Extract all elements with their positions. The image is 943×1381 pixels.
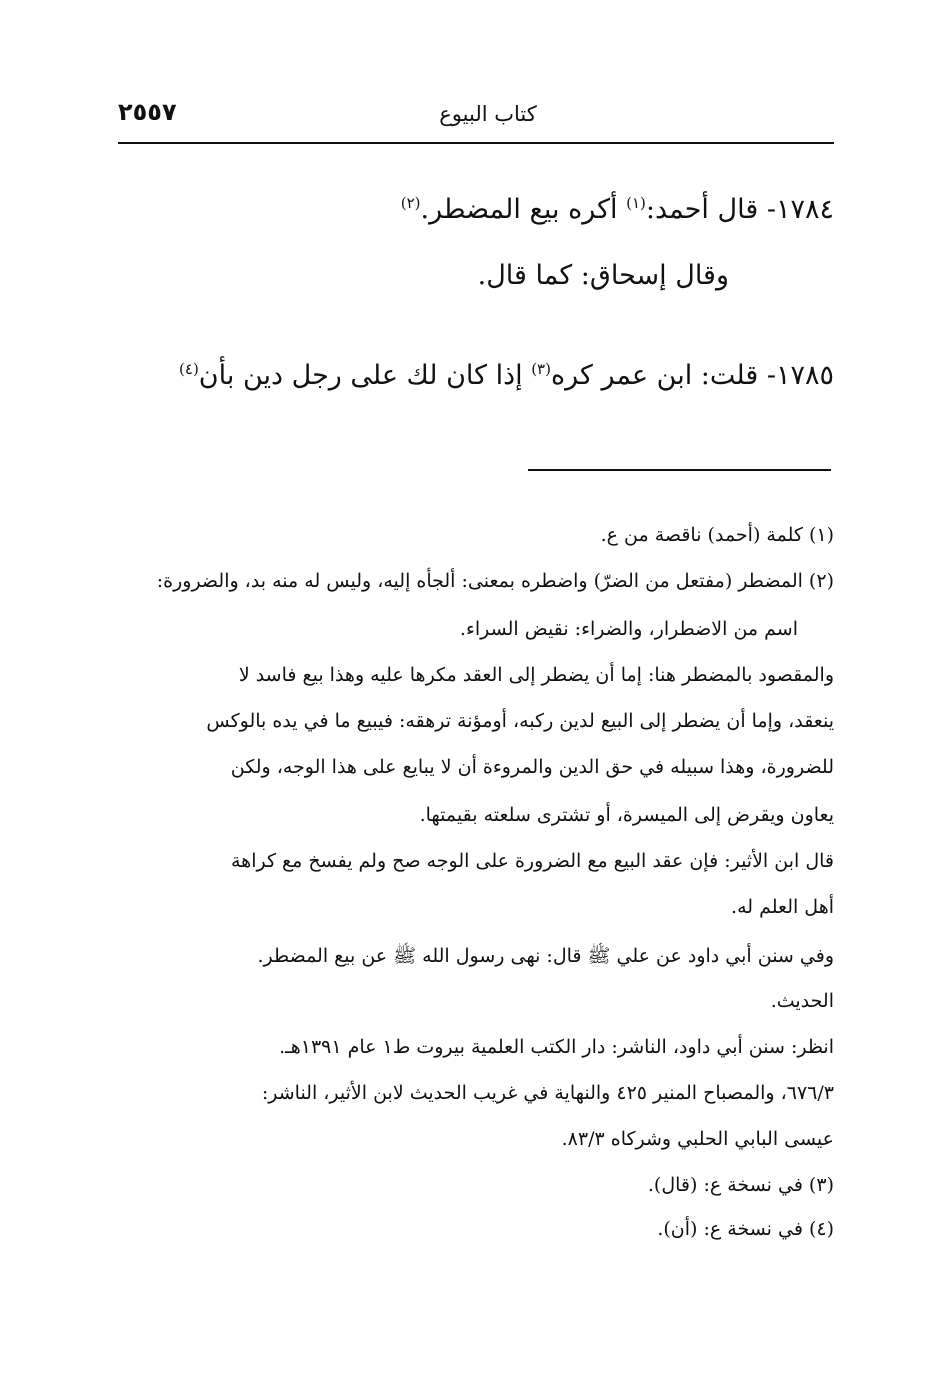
entry-text: قال أحمد: [645,194,759,225]
page-header [118,96,834,140]
footnote-line: وفي سنن أبي داود عن علي ﷺ قال: نهى رسول الله ﷺ عن بيع المضطر. [257,945,834,967]
footnote-line: الحديث. [770,990,834,1012]
entry-number: ١٧٨٥- [766,360,834,391]
footnote-line: ينعقد، وإما أن يضطر إلى البيع لدين ركبه، أومؤنة ترهقه: فيبيع ما في يده بالوكس [206,710,834,732]
footnote-marker: (٢) [400,194,421,212]
footnote-line: والمقصود بالمضطر هنا: إما أن يضطر إلى العقد مكرها عليه وهذا بيع فاسد لا [238,664,834,686]
entry-1784-line-2: وقال إسحاق: كما قال. [477,260,729,291]
footnote-line: انظر: سنن أبي داود، الناشر: دار الكتب العلمية بيروت ط١ عام ١٣٩١هـ. [279,1036,834,1058]
footnote-line: (٤) في نسخة ع: (أن). [657,1218,834,1240]
entry-1785-line-1 [179,360,834,391]
header-rule [118,142,834,144]
footnote-line: يعاون ويقرض إلى الميسرة، أو تشترى سلعته بقيمتها. [419,804,834,826]
footnote-line: (٢) المضطر (مفتعل من الضرّ) واضطره بمعنى: ألجأه إليه، وليس له منه بد، والضرورة: [156,570,834,592]
footnote-line: اسم من الاضطرار، والضراء: نقيض السراء. [459,618,798,640]
entry-text: أكره بيع المضطر. [420,194,627,225]
footnote-line: ٦٧٦/٣، والمصباح المنير ٤٢٥ والنهاية في غريب الحديث لابن الأثير، الناشر: [261,1082,834,1104]
footnote-line: عيسى البابي الحلبي وشركاه ٨٣/٣. [561,1128,834,1150]
entry-text: قلت: ابن عمر كره [550,360,759,391]
footnote-marker: (٤) [179,360,199,378]
footnote-separator [528,469,831,471]
footnote-line: للضرورة، وهذا سبيله في حق الدين والمروءة أن لا يبايع على هذا الوجه، ولكن [230,756,834,778]
footnote-line: (٣) في نسخة ع: (قال). [647,1174,834,1196]
page-number: ٢٥٥٧ [118,98,177,126]
entry-text: إذا كان لك على رجل دين بأن [198,360,532,391]
footnote-line: أهل العلم له. [731,896,834,918]
footnote-line: قال ابن الأثير: فإن عقد البيع مع الضرورة على الوجه صح ولم يفسخ مع كراهة [231,850,834,872]
footnote-line: (١) كلمة (أحمد) ناقصة من ع. [600,524,834,546]
entry-number: ١٧٨٤- [766,194,834,225]
running-title: كتاب البيوع [439,102,537,126]
footnote-marker: (١) [626,194,646,212]
footnote-marker: (٣) [531,360,551,378]
entry-1784-line-1 [401,194,834,225]
